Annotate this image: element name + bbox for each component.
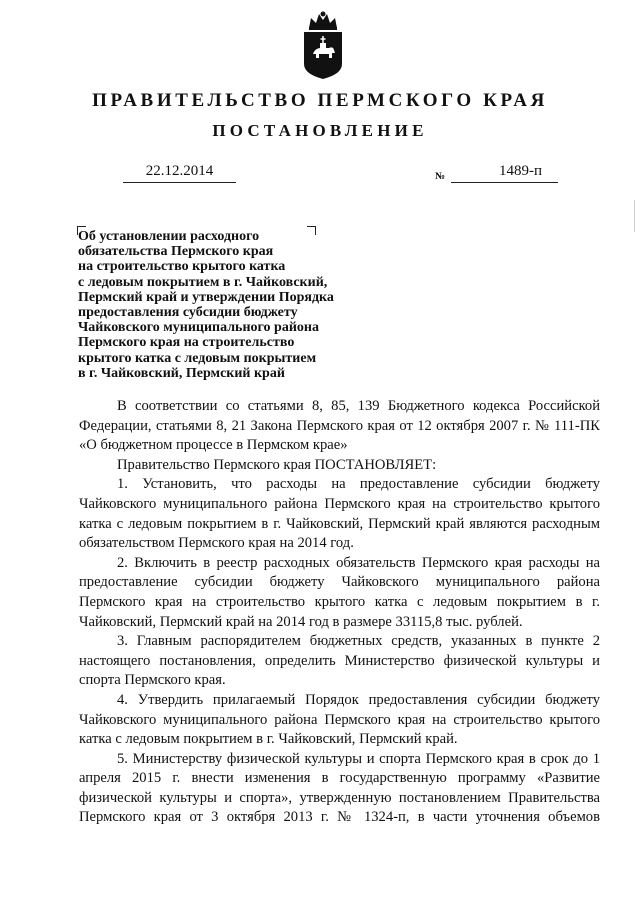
- resolves-paragraph: Правительство Пермского края ПОСТАНОВЛЯЕТ:: [117, 456, 437, 473]
- subject-line: Пермский край и утверждении Порядка: [78, 289, 334, 305]
- document-date: 22.12.2014: [123, 163, 236, 183]
- subject-line: с ледовым покрытием в г. Чайковский,: [78, 274, 328, 290]
- clause-1: 1. Установить, что расходы на предоставление субсидии бюджету Чайковского муниципального района Пермского края на строительство крытого катка с ледовым покрытием в г. Чайковский, Пермский край являются расходным обязательством Пермского края на 2014 год.: [79, 476, 600, 552]
- document-type-heading: ПОСТАНОВЛЕНИЕ: [212, 121, 428, 140]
- coat-of-arms-emblem: [299, 8, 347, 80]
- subject-line: на строительство крытого катка: [78, 259, 286, 275]
- subject-line: Чайковского муниципального района: [78, 320, 319, 336]
- subject-line: Об установлении расходного: [78, 229, 260, 244]
- clause-2: 2. Включить в реестр расходных обязательств Пермского края расходы на предоставление субсидии бюджету Чайковского муниципального района Пермского края на строительство крытого катка с ледовым покрытием в г. Чайковский, Пермский край на 2014 год в размере 33115,8 тыс. рублей.: [79, 554, 600, 630]
- clause-4: 4. Утвердить прилагаемый Порядок предоставления субсидии бюджету Чайковского муниципального района Пермского края на строительство крытого катка с ледовым покрытием в г. Чайковский, Пермский край.: [79, 691, 600, 748]
- document-subject: [78, 229, 378, 381]
- subject-line: предоставления субсидии бюджету: [78, 305, 298, 321]
- scan-margin-mark: [634, 200, 635, 232]
- subject-line: в г. Чайковский, Пермский край: [78, 365, 285, 381]
- clause-3: 3. Главным распорядителем бюджетных средств, указанных в пункте 2 настоящего постановления, определить Министерство физической культуры и спорта Пермского края.: [79, 633, 600, 689]
- preamble-paragraph: В соответствии со статьями 8, 85, 139 Бюджетного кодекса Российской Федерации, статьями 8, 21 Закона Пермского края от 12 октября 2007 г. № 111-ПК «О бюджетном процессе в Пермском крае»: [79, 398, 600, 454]
- document-body: [79, 397, 600, 828]
- subject-line: крытого катка с ледовым покрытием: [78, 350, 317, 366]
- government-title: ПРАВИТЕЛЬСТВО ПЕРМСКОГО КРАЯ: [92, 90, 548, 111]
- clause-5: 5. Министерству физической культуры и спорта Пермского края в срок до 1 апреля 2015 г. внести изменения в государственную программу «Развитие физической культуры и спорта», утвержденную постановлением Правительства Пермского края от 3 октября 2013 г. № 1324-п, в части уточнения объемов: [79, 750, 600, 826]
- subject-line: Пермского края на строительство: [78, 335, 295, 351]
- subject-line: обязательства Пермского края: [78, 244, 274, 260]
- number-sign: №: [435, 171, 446, 182]
- document-number-value: 1489-п: [498, 163, 543, 179]
- document-number: [451, 163, 558, 183]
